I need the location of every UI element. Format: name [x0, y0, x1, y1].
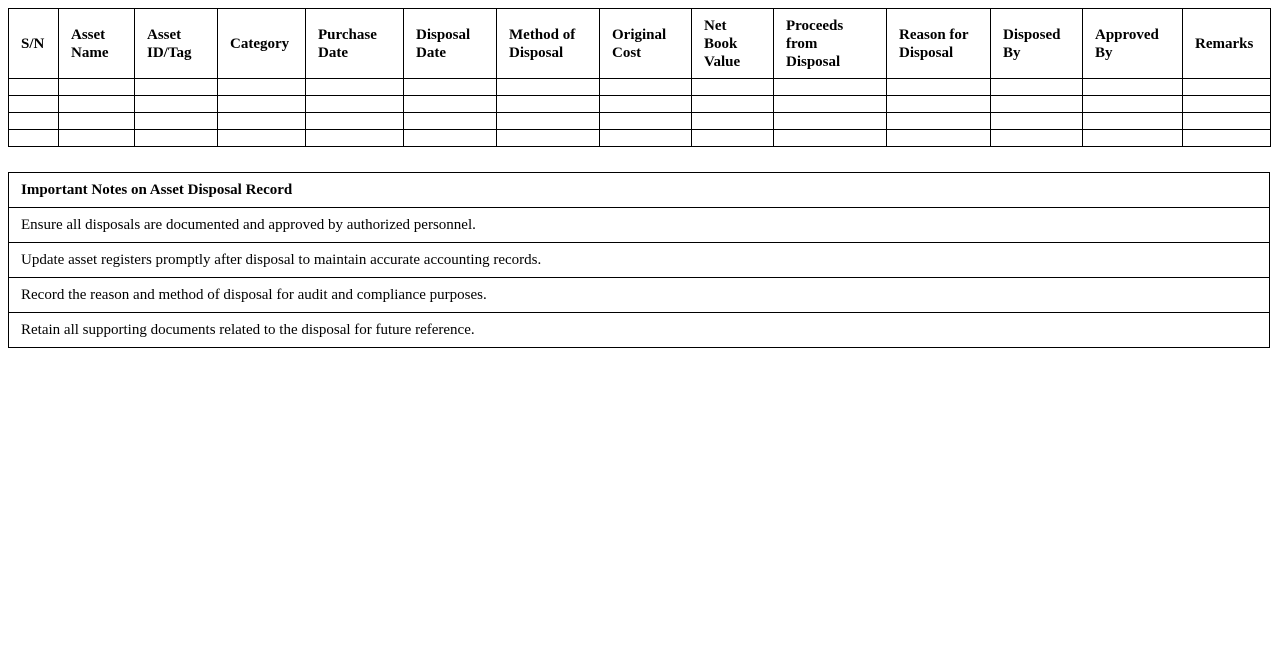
table-cell[interactable] — [774, 96, 887, 113]
table-cell[interactable] — [600, 113, 692, 130]
table-cell[interactable] — [1083, 113, 1183, 130]
notes-title: Important Notes on Asset Disposal Record — [9, 173, 1270, 208]
table-cell[interactable] — [59, 79, 135, 96]
note-item: Ensure all disposals are documented and approved by authorized personnel. — [9, 208, 1270, 243]
table-cell[interactable] — [774, 113, 887, 130]
header-asset-name: Asset Name — [59, 9, 135, 79]
table-cell[interactable] — [404, 79, 497, 96]
table-header-row — [9, 9, 1271, 79]
notes-table — [8, 172, 1270, 348]
table-cell[interactable] — [991, 130, 1083, 147]
table-cell[interactable] — [1183, 113, 1271, 130]
table-cell[interactable] — [692, 79, 774, 96]
table-cell[interactable] — [692, 130, 774, 147]
table-cell[interactable] — [9, 96, 59, 113]
table-cell[interactable] — [9, 113, 59, 130]
table-cell[interactable] — [497, 79, 600, 96]
header-original-cost: Original Cost — [600, 9, 692, 79]
table-cell[interactable] — [135, 130, 218, 147]
table-cell[interactable] — [497, 113, 600, 130]
table-cell[interactable] — [887, 79, 991, 96]
asset-disposal-table — [8, 8, 1271, 147]
table-cell[interactable] — [600, 130, 692, 147]
notes-title-row — [9, 173, 1270, 208]
table-cell[interactable] — [497, 130, 600, 147]
table-cell[interactable] — [991, 113, 1083, 130]
header-reason-for-disposal: Reason for Disposal — [887, 9, 991, 79]
table-row — [9, 79, 1271, 96]
table-row — [9, 113, 1271, 130]
note-item: Update asset registers promptly after disposal to maintain accurate accounting records. — [9, 243, 1270, 278]
table-cell[interactable] — [991, 96, 1083, 113]
table-cell[interactable] — [1183, 130, 1271, 147]
table-cell[interactable] — [404, 130, 497, 147]
table-cell[interactable] — [774, 79, 887, 96]
table-cell[interactable] — [692, 113, 774, 130]
table-cell[interactable] — [600, 96, 692, 113]
table-cell[interactable] — [991, 79, 1083, 96]
note-row — [9, 278, 1270, 313]
table-cell[interactable] — [306, 130, 404, 147]
table-cell[interactable] — [9, 79, 59, 96]
table-row — [9, 130, 1271, 147]
header-method-of-disposal: Method of Disposal — [497, 9, 600, 79]
table-cell[interactable] — [692, 96, 774, 113]
header-approved-by: Approved By — [1083, 9, 1183, 79]
table-cell[interactable] — [1083, 79, 1183, 96]
table-cell[interactable] — [135, 113, 218, 130]
note-row — [9, 243, 1270, 278]
note-item: Retain all supporting documents related to the disposal for future reference. — [9, 313, 1270, 348]
table-cell[interactable] — [887, 96, 991, 113]
header-disposal-date: Disposal Date — [404, 9, 497, 79]
header-asset-id-tag: Asset ID/Tag — [135, 9, 218, 79]
table-cell[interactable] — [306, 113, 404, 130]
header-proceeds-from-disposal: Proceeds from Disposal — [774, 9, 887, 79]
table-row — [9, 96, 1271, 113]
table-cell[interactable] — [887, 113, 991, 130]
table-cell[interactable] — [218, 130, 306, 147]
table-cell[interactable] — [887, 130, 991, 147]
header-purchase-date: Purchase Date — [306, 9, 404, 79]
table-cell[interactable] — [497, 96, 600, 113]
table-cell[interactable] — [774, 130, 887, 147]
note-item: Record the reason and method of disposal for audit and compliance purposes. — [9, 278, 1270, 313]
table-cell[interactable] — [1183, 79, 1271, 96]
table-body — [9, 79, 1271, 147]
table-cell[interactable] — [135, 96, 218, 113]
table-cell[interactable] — [306, 79, 404, 96]
table-cell[interactable] — [218, 113, 306, 130]
table-cell[interactable] — [1083, 96, 1183, 113]
table-cell[interactable] — [59, 113, 135, 130]
table-cell[interactable] — [1183, 96, 1271, 113]
header-net-book-value: Net Book Value — [692, 9, 774, 79]
table-cell[interactable] — [404, 96, 497, 113]
table-cell[interactable] — [135, 79, 218, 96]
note-row — [9, 208, 1270, 243]
table-cell[interactable] — [59, 96, 135, 113]
table-cell[interactable] — [218, 79, 306, 96]
table-cell[interactable] — [404, 113, 497, 130]
header-disposed-by: Disposed By — [991, 9, 1083, 79]
table-cell[interactable] — [218, 96, 306, 113]
header-category: Category — [218, 9, 306, 79]
table-cell[interactable] — [59, 130, 135, 147]
header-sn: S/N — [9, 9, 59, 79]
table-cell[interactable] — [1083, 130, 1183, 147]
table-cell[interactable] — [9, 130, 59, 147]
table-cell[interactable] — [306, 96, 404, 113]
table-cell[interactable] — [600, 79, 692, 96]
note-row — [9, 313, 1270, 348]
header-remarks: Remarks — [1183, 9, 1271, 79]
